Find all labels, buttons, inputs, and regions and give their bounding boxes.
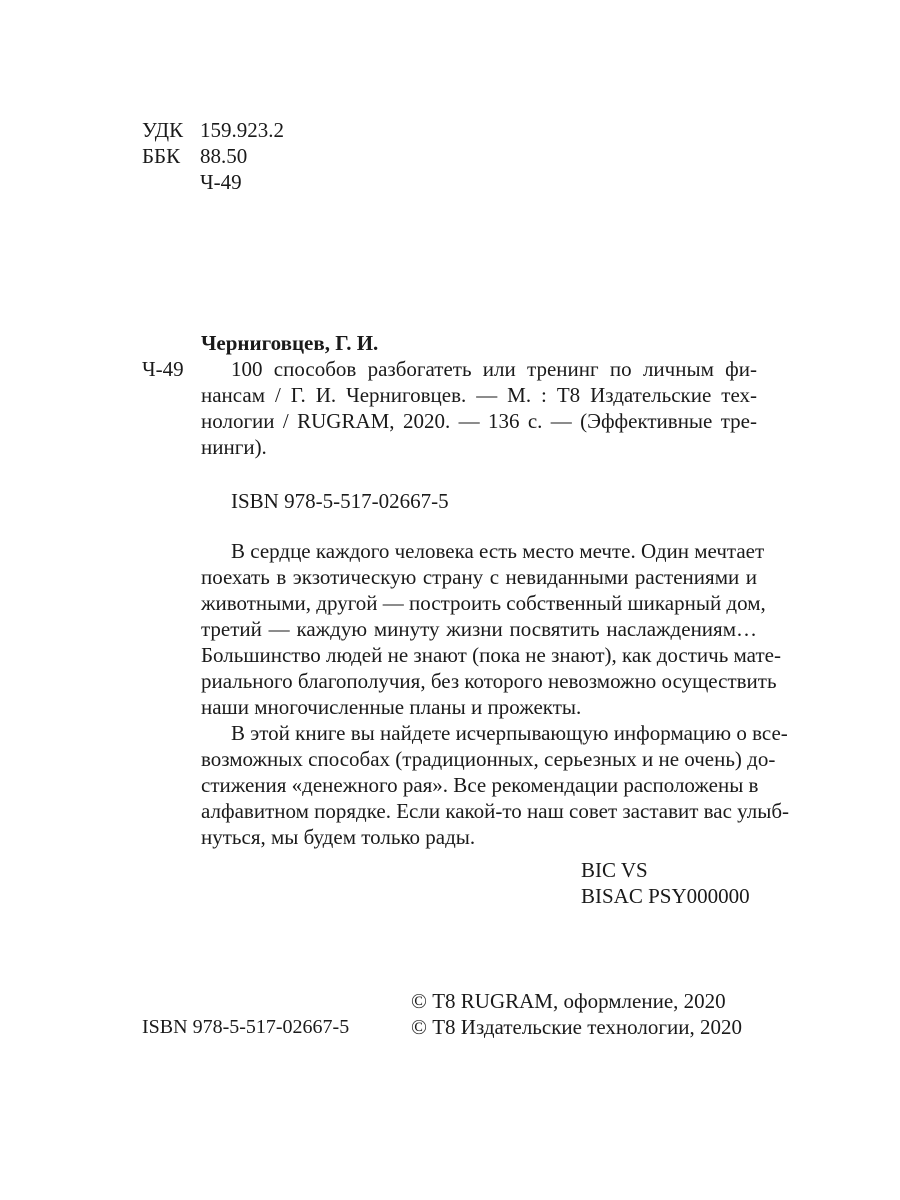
annotation-line: нуться, мы будем только рады. [201,825,476,849]
bbk-value: 88.50 [200,144,248,168]
annotation-line: стижения «денежного рая». Все рекомендации расположены в [201,773,759,797]
udk-row [142,117,284,143]
annotation-line: поехать в экзотическую страну с невиданными растениями и [201,565,757,589]
record-line: 100 способов разбогатеть или тренинг по личным фи- [231,357,757,381]
annotation-line: В сердце каждого человека есть место мечте. Один мечтает [231,539,765,563]
copyright-design: © Т8 RUGRAM, оформление, 2020 [411,989,726,1013]
udk-value: 159.923.2 [200,118,284,142]
annotation-line: животными, другой — построить собственный шикарный дом, [201,591,766,615]
record-line: нансам / Г. И. Черниговцев. — М. : Т8 Издательские тех- [201,383,757,407]
record-isbn: ISBN 978-5-517-02667-5 [231,489,449,513]
record-line: нологии / RUGRAM, 2020. — 136 с. — (Эффективные тре- [201,409,757,433]
annotation-line: В этой книге вы найдете исчерпывающую информацию о все- [231,721,788,745]
annotation-line: риального благополучия, без которого невозможно осуществить [201,669,777,693]
annotation-line: алфавитном порядке. Если какой-то наш совет заставит вас улыб- [201,799,790,823]
bisac-code: BISAC PSY000000 [581,884,750,908]
annotation-line: третий — каждую минуту жизни посвятить наслаждениям… [201,617,757,641]
side-author-mark: Ч-49 [142,357,184,381]
copyright-publisher: © Т8 Издательские технологии, 2020 [411,1015,742,1039]
bbk-label: ББК [142,144,181,168]
record-line: нинги). [201,435,267,459]
udk-label: УДК [142,118,184,142]
bbk-row [142,143,247,169]
annotation-line: наши многочисленные планы и прожекты. [201,695,582,719]
author-mark: Ч-49 [200,170,242,194]
bic-code: BIC VS [581,858,648,882]
annotation-line: возможных способах (традиционных, серьезных и не очень) до- [201,747,776,771]
author-name: Черниговцев, Г. И. [201,331,379,355]
footer-isbn: ISBN 978-5-517-02667-5 [142,1016,350,1038]
annotation-line: Большинство людей не знают (пока не знают), как достичь матe- [201,643,781,667]
